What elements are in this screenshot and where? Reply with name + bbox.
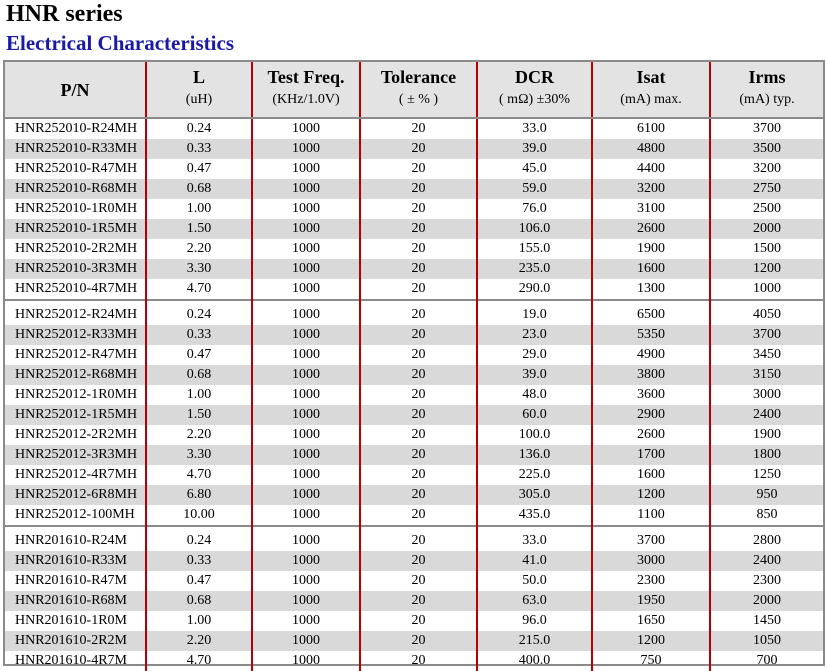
cell-inductance: 1.50 — [146, 405, 252, 425]
cell-dcr: 33.0 — [477, 531, 592, 551]
cell-tolerance: 20 — [360, 259, 477, 279]
cell-test-frequency: 1000 — [252, 651, 360, 671]
cell-test-frequency: 1000 — [252, 405, 360, 425]
cell-part-number: HNR201610-4R7M — [15, 653, 128, 668]
cell-isat: 2600 — [592, 219, 710, 239]
cell-irms: 3700 — [710, 325, 823, 345]
cell-part-number: HNR252010-4R7MH — [15, 281, 138, 296]
cell-test-frequency: 1000 — [252, 505, 360, 526]
cell-tolerance: 20 — [360, 159, 477, 179]
cell-isat: 4800 — [592, 139, 710, 159]
cell-part-number: HNR252010-R33MH — [5, 139, 146, 159]
cell-test-frequency: 1000 — [252, 139, 360, 159]
characteristics-table-frame — [3, 60, 825, 666]
cell-test-frequency: 1000 — [252, 425, 360, 445]
cell-inductance: 3.30 — [146, 259, 252, 279]
column-header-irms — [710, 62, 823, 118]
cell-isat: 3200 — [592, 179, 710, 199]
cell-dcr: 39.0 — [477, 139, 592, 159]
cell-part-number: HNR252012-R33MH — [5, 325, 146, 345]
cell-isat: 4400 — [592, 159, 710, 179]
cell-dcr: 106.0 — [477, 219, 592, 239]
cell-part-number: HNR252010-1R5MH — [5, 219, 146, 239]
column-header-dcr — [477, 62, 592, 118]
cell-tolerance: 20 — [360, 445, 477, 465]
cell-test-frequency: 1000 — [252, 571, 360, 591]
cell-tolerance: 20 — [360, 631, 477, 651]
cell-inductance: 2.20 — [146, 425, 252, 445]
cell-dcr: 435.0 — [477, 505, 592, 526]
cell-isat: 2900 — [592, 405, 710, 425]
cell-tolerance: 20 — [360, 365, 477, 385]
cell-part-number: HNR252012-R24MH — [15, 307, 138, 322]
table-header-row — [5, 62, 823, 118]
cell-isat: 1100 — [592, 505, 710, 526]
cell-part-number: HNR252012-2R2MH — [15, 427, 138, 442]
cell-irms: 1200 — [710, 259, 823, 279]
cell-dcr: 63.0 — [477, 591, 592, 611]
cell-isat: 5350 — [592, 325, 710, 345]
cell-isat: 6500 — [592, 305, 710, 325]
cell-test-frequency: 1000 — [252, 591, 360, 611]
column-header-label: Irms — [748, 67, 786, 87]
cell-isat: 3000 — [592, 551, 710, 571]
cell-tolerance: 20 — [360, 611, 477, 631]
cell-tolerance: 20 — [360, 345, 477, 365]
cell-inductance: 1.50 — [146, 219, 252, 239]
cell-part-number: HNR201610-R24M — [15, 533, 128, 548]
cell-dcr: 76.0 — [477, 199, 592, 219]
cell-test-frequency: 1000 — [252, 305, 360, 325]
table-row — [5, 325, 823, 345]
table-row — [5, 139, 823, 159]
cell-tolerance: 20 — [360, 199, 477, 219]
cell-test-frequency: 1000 — [252, 279, 360, 300]
cell-tolerance: 20 — [360, 279, 477, 300]
cell-isat: 2600 — [592, 425, 710, 445]
cell-inductance: 0.47 — [146, 571, 252, 591]
cell-dcr: 96.0 — [477, 611, 592, 631]
cell-irms: 3700 — [710, 118, 823, 139]
cell-inductance: 4.70 — [146, 279, 252, 300]
cell-dcr: 23.0 — [477, 325, 592, 345]
column-header-unit: (uH) — [185, 92, 213, 107]
cell-tolerance: 20 — [360, 385, 477, 405]
cell-dcr: 39.0 — [477, 365, 592, 385]
cell-dcr: 100.0 — [477, 425, 592, 445]
table-row — [5, 591, 823, 611]
section-subtitle: Electrical Characteristics — [6, 31, 234, 55]
table-row — [5, 279, 823, 300]
cell-isat: 2300 — [592, 571, 710, 591]
cell-tolerance: 20 — [360, 239, 477, 259]
cell-test-frequency: 1000 — [252, 365, 360, 385]
cell-irms: 850 — [710, 505, 823, 526]
cell-isat: 3800 — [592, 365, 710, 385]
table-row — [5, 651, 823, 671]
column-header-label: DCR — [515, 67, 554, 87]
column-header-test-freq — [252, 62, 360, 118]
cell-dcr: 60.0 — [477, 405, 592, 425]
cell-inductance: 0.33 — [146, 325, 252, 345]
cell-irms: 3200 — [710, 159, 823, 179]
cell-inductance: 2.20 — [146, 239, 252, 259]
cell-isat: 3600 — [592, 385, 710, 405]
table-row — [5, 531, 823, 551]
cell-isat: 1950 — [592, 591, 710, 611]
cell-part-number: HNR252012-1R5MH — [5, 405, 146, 425]
cell-irms: 3450 — [710, 345, 823, 365]
cell-dcr: 155.0 — [477, 239, 592, 259]
cell-test-frequency: 1000 — [252, 259, 360, 279]
cell-isat: 4900 — [592, 345, 710, 365]
cell-tolerance: 20 — [360, 305, 477, 325]
cell-tolerance: 20 — [360, 139, 477, 159]
table-row — [5, 259, 823, 279]
cell-dcr: 400.0 — [477, 651, 592, 671]
cell-tolerance: 20 — [360, 465, 477, 485]
cell-part-number: HNR252010-1R0MH — [15, 201, 138, 216]
cell-part-number: HNR252010-R24MH — [15, 121, 138, 136]
cell-inductance: 0.47 — [146, 345, 252, 365]
cell-irms: 2400 — [710, 405, 823, 425]
cell-irms: 1450 — [710, 611, 823, 631]
table-row — [5, 219, 823, 239]
table-row — [5, 505, 823, 526]
cell-inductance: 0.24 — [146, 118, 252, 139]
column-header-unit: (mA) typ. — [739, 92, 795, 107]
column-header-tolerance — [360, 62, 477, 118]
cell-inductance: 4.70 — [146, 465, 252, 485]
cell-test-frequency: 1000 — [252, 219, 360, 239]
table-row — [5, 571, 823, 591]
cell-test-frequency: 1000 — [252, 611, 360, 631]
table-row — [5, 611, 823, 631]
cell-inductance: 0.33 — [146, 551, 252, 571]
cell-irms: 700 — [710, 651, 823, 671]
cell-dcr: 136.0 — [477, 445, 592, 465]
cell-test-frequency: 1000 — [252, 531, 360, 551]
cell-inductance: 0.24 — [146, 305, 252, 325]
electrical-characteristics-table — [5, 62, 823, 671]
cell-test-frequency: 1000 — [252, 631, 360, 651]
cell-part-number: HNR252010-3R3MH — [5, 259, 146, 279]
table-row — [5, 345, 823, 365]
cell-dcr: 50.0 — [477, 571, 592, 591]
table-row — [5, 385, 823, 405]
cell-irms: 4050 — [710, 305, 823, 325]
table-row — [5, 465, 823, 485]
column-header-label: Tolerance — [380, 67, 457, 87]
cell-tolerance: 20 — [360, 591, 477, 611]
table-row — [5, 365, 823, 385]
cell-test-frequency: 1000 — [252, 551, 360, 571]
cell-tolerance: 20 — [360, 505, 477, 526]
cell-isat: 1200 — [592, 485, 710, 505]
table-row — [5, 551, 823, 571]
cell-isat: 1600 — [592, 259, 710, 279]
cell-tolerance: 20 — [360, 571, 477, 591]
cell-irms: 1900 — [710, 425, 823, 445]
cell-isat: 1650 — [592, 611, 710, 631]
cell-irms: 2000 — [710, 219, 823, 239]
cell-test-frequency: 1000 — [252, 485, 360, 505]
cell-part-number: HNR201610-R68M — [5, 591, 146, 611]
cell-part-number: HNR201610-R47M — [15, 573, 128, 588]
cell-test-frequency: 1000 — [252, 465, 360, 485]
cell-irms: 2300 — [710, 571, 823, 591]
cell-part-number: HNR252010-R68MH — [5, 179, 146, 199]
cell-dcr: 215.0 — [477, 631, 592, 651]
cell-part-number: HNR201610-R33M — [5, 551, 146, 571]
cell-part-number: HNR201610-1R0M — [15, 613, 128, 628]
cell-part-number: HNR252012-100MH — [15, 507, 135, 522]
cell-tolerance: 20 — [360, 531, 477, 551]
column-header-unit: (mA) max. — [620, 92, 682, 107]
cell-isat: 750 — [592, 651, 710, 671]
table-row — [5, 485, 823, 505]
cell-inductance: 0.47 — [146, 159, 252, 179]
table-row — [5, 239, 823, 259]
cell-test-frequency: 1000 — [252, 199, 360, 219]
cell-dcr: 41.0 — [477, 551, 592, 571]
column-header-label: P/N — [60, 79, 90, 100]
cell-inductance: 4.70 — [146, 651, 252, 671]
cell-irms: 1050 — [710, 631, 823, 651]
column-header-l — [146, 62, 252, 118]
cell-isat: 1200 — [592, 631, 710, 651]
cell-part-number: HNR252012-R68MH — [5, 365, 146, 385]
cell-isat: 1900 — [592, 239, 710, 259]
table-body — [5, 118, 823, 671]
cell-test-frequency: 1000 — [252, 385, 360, 405]
cell-irms: 3150 — [710, 365, 823, 385]
cell-tolerance: 20 — [360, 551, 477, 571]
column-header-pn — [5, 62, 146, 118]
cell-irms: 2000 — [710, 591, 823, 611]
cell-test-frequency: 1000 — [252, 345, 360, 365]
cell-irms: 950 — [710, 485, 823, 505]
cell-dcr: 305.0 — [477, 485, 592, 505]
cell-inductance: 1.00 — [146, 385, 252, 405]
column-header-unit: (KHz/1.0V) — [272, 92, 340, 107]
table-row — [5, 118, 823, 139]
cell-test-frequency: 1000 — [252, 118, 360, 139]
cell-test-frequency: 1000 — [252, 159, 360, 179]
cell-isat: 1700 — [592, 445, 710, 465]
cell-irms: 1500 — [710, 239, 823, 259]
cell-inductance: 0.68 — [146, 591, 252, 611]
column-header-label: L — [192, 67, 205, 87]
cell-part-number: HNR252012-R47MH — [15, 347, 138, 362]
cell-test-frequency: 1000 — [252, 179, 360, 199]
cell-dcr: 235.0 — [477, 259, 592, 279]
cell-dcr: 29.0 — [477, 345, 592, 365]
cell-tolerance: 20 — [360, 485, 477, 505]
cell-tolerance: 20 — [360, 118, 477, 139]
cell-irms: 1000 — [710, 279, 823, 300]
table-row — [5, 405, 823, 425]
cell-part-number: HNR252012-4R7MH — [15, 467, 138, 482]
cell-inductance: 1.00 — [146, 611, 252, 631]
cell-tolerance: 20 — [360, 179, 477, 199]
column-header-label: Test Freq. — [267, 67, 345, 87]
cell-irms: 2750 — [710, 179, 823, 199]
table-row — [5, 631, 823, 651]
cell-tolerance: 20 — [360, 219, 477, 239]
cell-irms: 2400 — [710, 551, 823, 571]
cell-dcr: 19.0 — [477, 305, 592, 325]
cell-inductance: 0.68 — [146, 179, 252, 199]
cell-inductance: 0.24 — [146, 531, 252, 551]
column-header-isat — [592, 62, 710, 118]
cell-inductance: 3.30 — [146, 445, 252, 465]
cell-dcr: 33.0 — [477, 118, 592, 139]
cell-part-number: HNR252010-2R2MH — [15, 241, 138, 256]
table-row — [5, 179, 823, 199]
cell-isat: 3100 — [592, 199, 710, 219]
cell-inductance: 1.00 — [146, 199, 252, 219]
cell-dcr: 290.0 — [477, 279, 592, 300]
cell-test-frequency: 1000 — [252, 445, 360, 465]
cell-inductance: 0.68 — [146, 365, 252, 385]
cell-tolerance: 20 — [360, 405, 477, 425]
cell-inductance: 6.80 — [146, 485, 252, 505]
cell-isat: 3700 — [592, 531, 710, 551]
cell-irms: 3000 — [710, 385, 823, 405]
cell-isat: 1600 — [592, 465, 710, 485]
cell-inductance: 0.33 — [146, 139, 252, 159]
cell-part-number: HNR201610-2R2M — [5, 631, 146, 651]
cell-dcr: 225.0 — [477, 465, 592, 485]
cell-tolerance: 20 — [360, 425, 477, 445]
cell-isat: 1300 — [592, 279, 710, 300]
cell-tolerance: 20 — [360, 651, 477, 671]
cell-tolerance: 20 — [360, 325, 477, 345]
cell-inductance: 10.00 — [146, 505, 252, 526]
column-header-label: Isat — [636, 67, 666, 87]
cell-isat: 6100 — [592, 118, 710, 139]
page-title: HNR series — [6, 1, 123, 27]
cell-dcr: 59.0 — [477, 179, 592, 199]
table-row — [5, 305, 823, 325]
cell-part-number: HNR252012-1R0MH — [15, 387, 138, 402]
cell-irms: 3500 — [710, 139, 823, 159]
cell-dcr: 45.0 — [477, 159, 592, 179]
table-row — [5, 199, 823, 219]
cell-test-frequency: 1000 — [252, 239, 360, 259]
cell-irms: 1250 — [710, 465, 823, 485]
cell-test-frequency: 1000 — [252, 325, 360, 345]
cell-inductance: 2.20 — [146, 631, 252, 651]
cell-part-number: HNR252012-3R3MH — [5, 445, 146, 465]
cell-part-number: HNR252010-R47MH — [15, 161, 138, 176]
cell-part-number: HNR252012-6R8MH — [5, 485, 146, 505]
column-header-unit: ( ± % ) — [398, 92, 439, 107]
table-row — [5, 159, 823, 179]
column-header-unit: ( mΩ) ±30% — [499, 92, 570, 107]
table-row — [5, 425, 823, 445]
table-row — [5, 445, 823, 465]
cell-irms: 2800 — [710, 531, 823, 551]
cell-irms: 2500 — [710, 199, 823, 219]
cell-irms: 1800 — [710, 445, 823, 465]
cell-dcr: 48.0 — [477, 385, 592, 405]
